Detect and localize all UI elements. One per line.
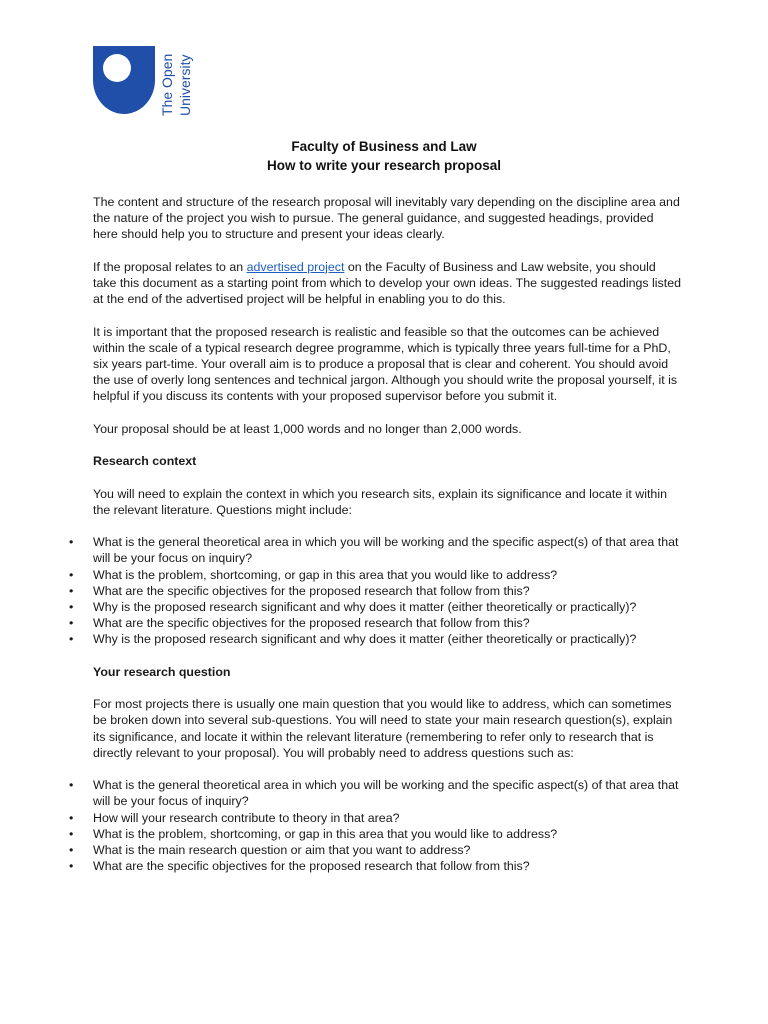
document-body: [93, 194, 681, 891]
open-university-logo: [93, 46, 203, 118]
logo-text-line1: The Open: [159, 53, 175, 116]
list-item: • What are the specific objectives for the proposed research that follow from this?: [93, 858, 681, 874]
list-item: • What is the general theoretical area in which you will be working and the specific aspect(s) of that area that will be your focus on inquiry?: [93, 534, 681, 566]
advertised-project-link[interactable]: advertised project: [246, 259, 345, 274]
intro-paragraph-2-start: If the proposal relates to an: [93, 259, 247, 274]
list-item: • What is the problem, shortcoming, or gap in this area that you would like to address?: [93, 567, 681, 583]
logo-text-line2: University: [177, 54, 193, 116]
list-item: • What is the general theoretical area in which you will be working and the specific aspect(s) of that area that will be your focus of inquiry?: [93, 777, 681, 809]
research-context-paragraph: You will need to explain the context in which you research sits, explain its significance and locate it within the relevant literature. Questions might include:: [93, 486, 667, 517]
list-item: • What are the specific objectives for the proposed research that follow from this?: [93, 583, 681, 599]
list-item: • How will your research contribute to theory in that area?: [93, 810, 681, 826]
research-context-heading: Research context: [93, 454, 197, 469]
document-heading: How to write your research proposal: [266, 158, 502, 173]
intro-paragraph-2-end: on the Faculty of Business and Law website, you should take this document as a starting point from which to develop your own ideas. The suggested readings listed at the end of the advertised project will be helpful in enabling you to do this.: [93, 259, 681, 307]
intro-paragraph-2: [93, 259, 681, 308]
research-context-list: [93, 534, 681, 647]
list-item: • What is the problem, shortcoming, or gap in this area that you would like to address?: [93, 826, 681, 842]
intro-paragraph-4: Your proposal should be at least 1,000 words and no longer than 2,000 words.: [93, 421, 522, 436]
research-question-paragraph: For most projects there is usually one main question that you would like to address, which can sometimes be broken down into several sub-questions. You will need to state your main research question(s), explain its significance, and locate it within the relevant literature (remembering to refer only to research that is directly relevant to your proposal). You will probably need to address questions such as:: [93, 697, 673, 760]
intro-paragraph-3: It is important that the proposed research is realistic and feasible so that the outcomes can be achieved within the scale of a typical research degree programme, which is typically three years full-time for a PhD, six years part-time. Your overall aim is to produce a proposal that is clear and coherent. You should avoid the use of overly long sentences and technical jargon. Although you should write the proposal yourself, it is helpful if you discuss its contents with your proposed supervisor before you submit it.: [93, 324, 678, 404]
list-item: • Why is the proposed research significant and why does it matter (either theoretically or practically)?: [93, 599, 681, 615]
faculty-title: Faculty of Business and Law: [291, 139, 477, 154]
document-title: [0, 137, 768, 175]
research-question-list: [93, 777, 681, 874]
research-question-heading: Your research question: [93, 664, 231, 679]
intro-paragraph-1: The content and structure of the research proposal will inevitably vary depending on the discipline area and the nature of the project you wish to pursue. The general guidance, and suggested headings, provided here should help you to structure and present your ideas clearly.: [93, 195, 680, 242]
open-university-shield-icon: [93, 46, 203, 118]
list-item: • What are the specific objectives for the proposed research that follow from this?: [93, 615, 681, 631]
list-item: • What is the main research question or aim that you want to address?: [93, 842, 681, 858]
list-item: • Why is the proposed research significant and why does it matter (either theoretically or practically)?: [93, 631, 681, 647]
